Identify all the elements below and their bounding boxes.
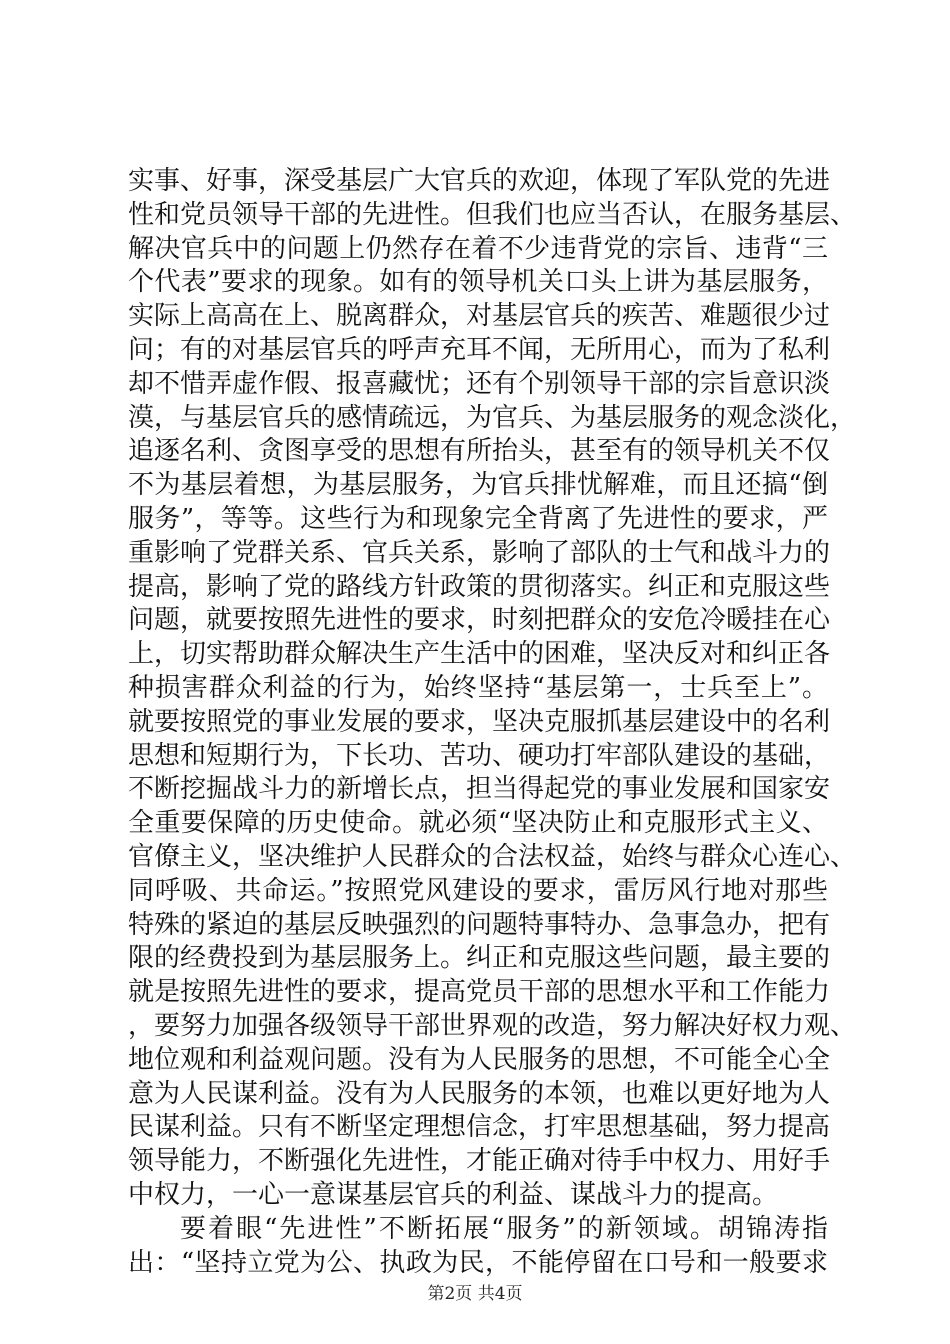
body-text-line: 上，切实帮助群众解决生产生活中的困难，坚决反对和纠正各 [128,639,831,670]
body-text-line: 限的经费投到为基层服务上。纠正和克服这些问题，最主要的 [128,943,831,974]
body-text-line: 追逐名利、贪图享受的思想有所抬头，甚至有的领导机关不仅 [128,436,831,467]
body-text-line: 种损害群众利益的行为，始终坚持“基层第一，士兵至上”。 [128,673,828,703]
body-text-line: 意为人民谋利益。没有为人民服务的本领，也难以更好地为人 [128,1078,831,1109]
body-text-line: 思想和短期行为，下长功、苦功、硬功打牢部队建设的基础， [128,740,831,771]
body-text-line: 解决官兵中的问题上仍然存在着不少违背党的宗旨、违背“三 [128,233,828,264]
body-text-line: 性和党员领导干部的先进性。但我们也应当否认，在服务基层、 [128,199,857,230]
body-text-line: 中权力，一心一意谋基层官兵的利益、谋战斗力的提高。 [128,1180,779,1210]
body-text-line: 个代表”要求的现象。如有的领导机关口头上讲为基层服务， [128,267,828,298]
paragraph-start-line: 要着眼“先进性”不断拓展“服务”的新领域。胡锦涛指 [180,1213,828,1244]
body-text-line: 实际上高高在上、脱离群众，对基层官兵的疾苦、难题很少过 [128,301,831,332]
body-text-line: 问题，就要按照先进性的要求，时刻把群众的安危冷暖挂在心 [128,605,831,636]
body-text-line: 不为基层着想，为基层服务，为官兵排忧解难，而且还搞“倒 [128,470,828,501]
body-text-line: ，要努力加强各级领导干部世界观的改造，努力解决好权力观、 [128,1011,857,1041]
body-text-line: 同呼吸、共命运。”按照党风建设的要求，雷厉风行地对那些 [128,875,828,906]
body-text-line: 特殊的紧迫的基层反映强烈的问题特事特办、急事急办，把有 [128,909,831,940]
body-text-line: 就要按照党的事业发展的要求，坚决克服抓基层建设中的名利 [128,706,831,737]
body-text-line: 重影响了党群关系、官兵关系，影响了部队的士气和战斗力的 [128,537,831,568]
body-text-line: 领导能力，不断强化先进性，才能正确对待手中权力、用好手 [128,1146,831,1177]
body-text-line: 地位观和利益观问题。没有为人民服务的思想，不可能全心全 [128,1044,831,1075]
body-text-line: 问；有的对基层官兵的呼声充耳不闻，无所用心，而为了私利 [128,335,831,365]
body-text-line: 全重要保障的历史使命。就必须“坚决防止和克服形式主义、 [128,808,828,839]
body-text-line: 漠，与基层官兵的感情疏远，为官兵、为基层服务的观念淡化， [128,402,857,433]
body-text-line: 出：“坚持立党为公、执政为民，不能停留在口号和一般要求 [128,1247,828,1278]
page-number-footer: 第2页 共4页 [427,1284,523,1304]
body-text-line: 民谋利益。只有不断坚定理想信念，打牢思想基础，努力提高 [128,1112,831,1143]
body-text-line: 实事、好事，深受基层广大官兵的欢迎，体现了军队党的先进 [128,166,831,196]
body-text-line: 服务”，等等。这些行为和现象完全背离了先进性的要求，严 [128,504,828,534]
body-text-line: 却不惜弄虚作假、报喜藏忧；还有个别领导干部的宗旨意识淡 [128,368,831,399]
body-text-line: 不断挖掘战斗力的新增长点，担当得起党的事业发展和国家安 [128,774,831,805]
body-text-line: 就是按照先进性的要求，提高党员干部的思想水平和工作能力 [128,977,831,1008]
body-text-line: 官僚主义，坚决维护人民群众的合法权益，始终与群众心连心、 [128,842,857,872]
body-text-line: 提高，影响了党的路线方针政策的贯彻落实。纠正和克服这些 [128,571,831,602]
